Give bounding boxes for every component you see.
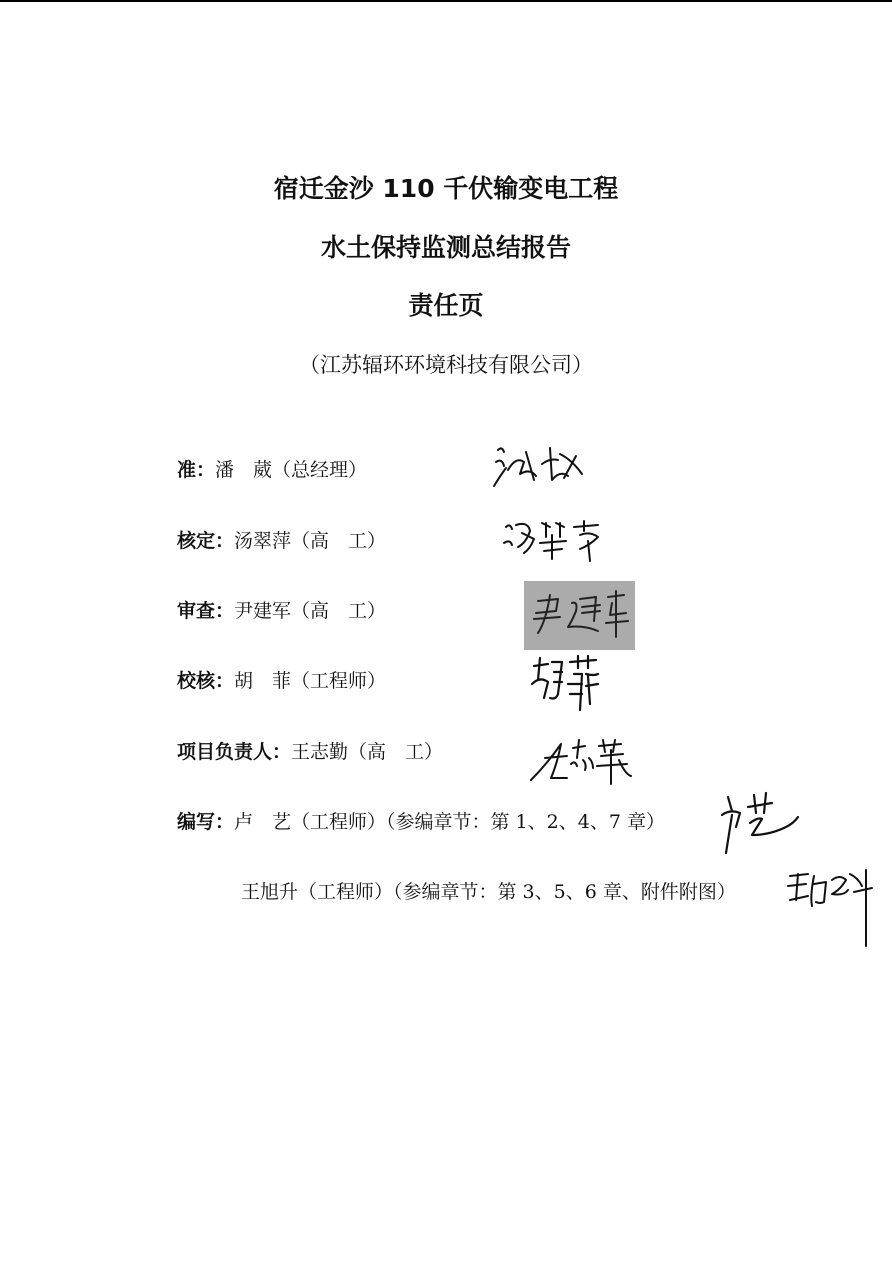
signature-image: [527, 734, 637, 786]
verifier-row: [177, 529, 386, 553]
page-heading: 责任页: [408, 291, 484, 320]
role-label: 审查：: [177, 600, 235, 622]
person-name: 卢 艺（工程师）（参编章节：第 1、2、4、7 章）: [234, 811, 665, 833]
signature-image: [490, 440, 590, 490]
signature-image: [714, 787, 802, 857]
person-name: 王旭升（工程师）（参编章节：第 3、5、6 章、附件附图）: [241, 881, 736, 903]
role-label: 准：: [177, 459, 216, 481]
person-name: 尹建军（高 工）: [234, 600, 387, 622]
reviewer-row: [177, 599, 386, 623]
role-label: 校核：: [177, 670, 235, 692]
checker-row: [177, 669, 386, 693]
signature-image: [524, 581, 635, 650]
report-title-line2: 水土保持监测总结报告: [320, 233, 571, 262]
person-name: 潘 葳（总经理）: [215, 459, 368, 481]
signature-image: [528, 654, 604, 716]
project-lead-row: [177, 740, 443, 764]
person-name: 胡 菲（工程师）: [234, 670, 387, 692]
author-row: [177, 810, 665, 834]
approver-row: [177, 458, 367, 482]
signature-image: [500, 513, 610, 565]
person-name: 王志勤（高 工）: [291, 741, 444, 763]
role-label: 编写：: [177, 811, 235, 833]
signature-image: [784, 866, 874, 950]
company-name: （江苏辐环环境科技有限公司）: [299, 353, 593, 377]
author-row-second: [241, 880, 736, 904]
role-label: 项目负责人：: [177, 741, 292, 763]
top-border-line: [0, 0, 892, 2]
role-label: 核定：: [177, 530, 235, 552]
person-name: 汤翠萍（高 工）: [234, 530, 387, 552]
report-title-line1: 宿迁金沙 110 千伏输变电工程: [273, 174, 619, 203]
